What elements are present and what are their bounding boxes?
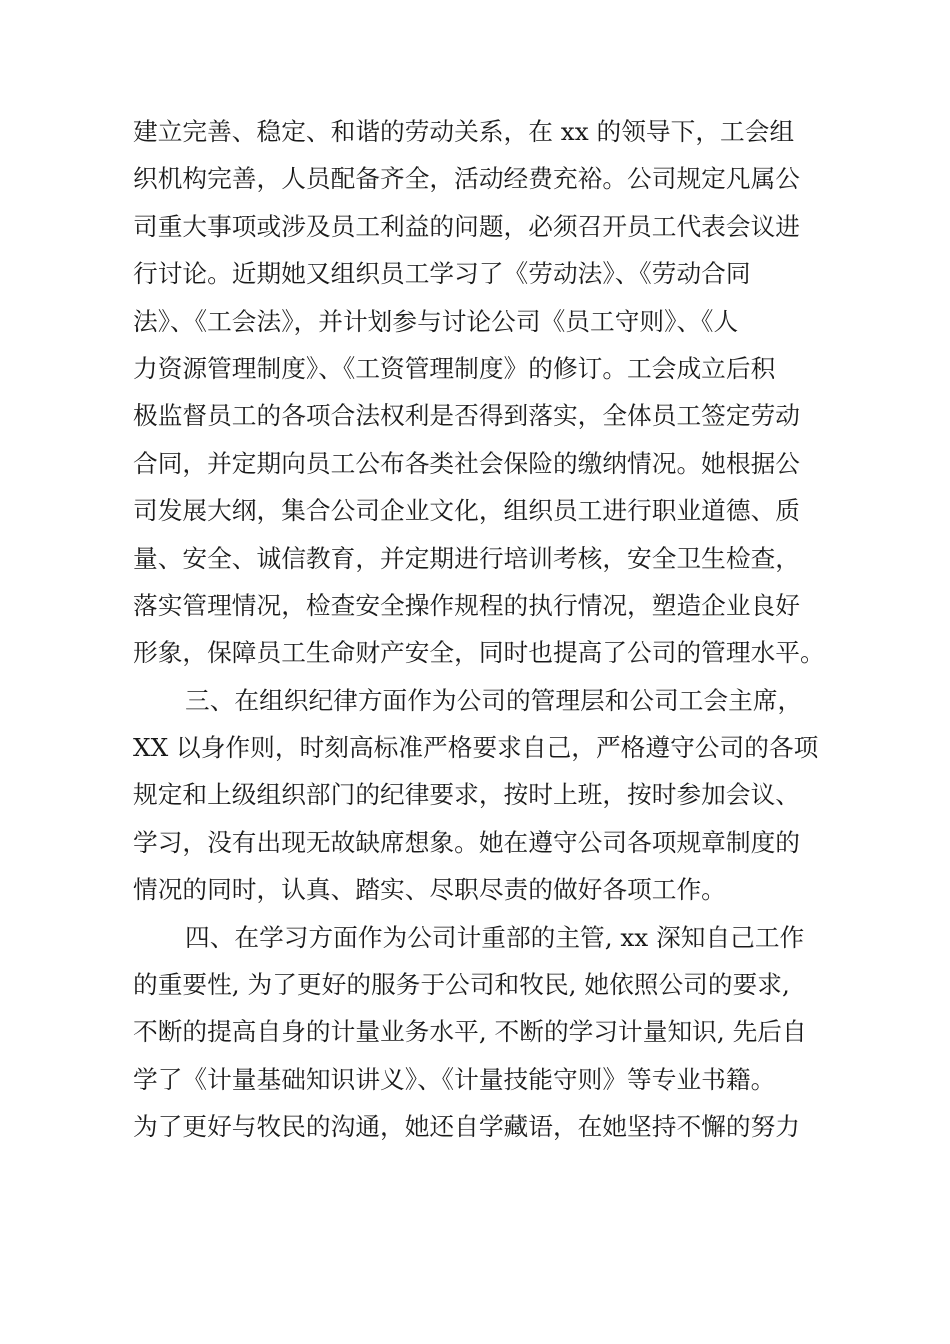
text-line: 力资源管理制度》、《工资管理制度》的修订。工会成立后积 xyxy=(133,353,776,383)
text-line: 学习，没有出现无故缺席想象。她在遵守公司各项规章制度的 xyxy=(133,827,800,857)
text-line: 司发展大纲，集合公司企业文化，组织员工进行职业道德、质 xyxy=(133,496,800,526)
text-line: 规定和上级组织部门的纪律要求，按时上班，按时参加会议、 xyxy=(133,780,800,810)
document-body xyxy=(133,108,833,1151)
text-line: 量、安全、诚信教育，并定期进行培训考核，安全卫生检查， xyxy=(133,543,800,573)
text-line: 情况的同时，认真、踏实、尽职尽责的做好各项工作。 xyxy=(133,875,726,905)
text-line: 为了更好与牧民的沟通，她还自学藏语，在她坚持不懈的努力 xyxy=(133,1112,800,1142)
text-line: 不断的提高自身的计量业务水平, 不断的学习计量知识, 先后自 xyxy=(133,1017,807,1047)
text-line: 建立完善、稳定、和谐的劳动关系，在 xx 的领导下，工会组 xyxy=(133,117,795,146)
text-line: XX 以身作则，时刻高标准严格要求自己，严格遵守公司的各项 xyxy=(133,733,819,763)
text-line: 学了《计量基础知识讲义》、《计量技能守则》等专业书籍。 xyxy=(133,1064,776,1094)
text-line: 织机构完善，人员配备齐全，活动经费充裕。公司规定凡属公 xyxy=(133,164,800,194)
text-line: 司重大事项或涉及员工利益的问题，必须召开员工代表会议进 xyxy=(133,211,800,241)
text-line: 合同，并定期向员工公布各类社会保险的缴纳情况。她根据公 xyxy=(133,448,800,478)
text-line: 形象，保障员工生命财产安全，同时也提高了公司的管理水平。 xyxy=(133,638,825,668)
text-line: 的重要性, 为了更好的服务于公司和牧民, 她依照公司的要求, xyxy=(133,970,790,1000)
text-line: 四、在学习方面作为公司计重部的主管, xx 深知自己工作 xyxy=(185,922,805,952)
text-line: 行讨论。近期她又组织员工学习了《劳动法》、《劳动合同 xyxy=(133,259,751,289)
text-line: 法》、《工会法》，并计划参与讨论公司《员工守则》、《人 xyxy=(133,306,739,336)
text-line: 极监督员工的各项合法权利是否得到落实，全体员工签定劳动 xyxy=(133,401,800,431)
text-line: 三、在组织纪律方面作为公司的管理层和公司工会主席， xyxy=(185,685,803,715)
text-line: 落实管理情况，检查安全操作规程的执行情况，塑造企业良好 xyxy=(133,590,800,620)
